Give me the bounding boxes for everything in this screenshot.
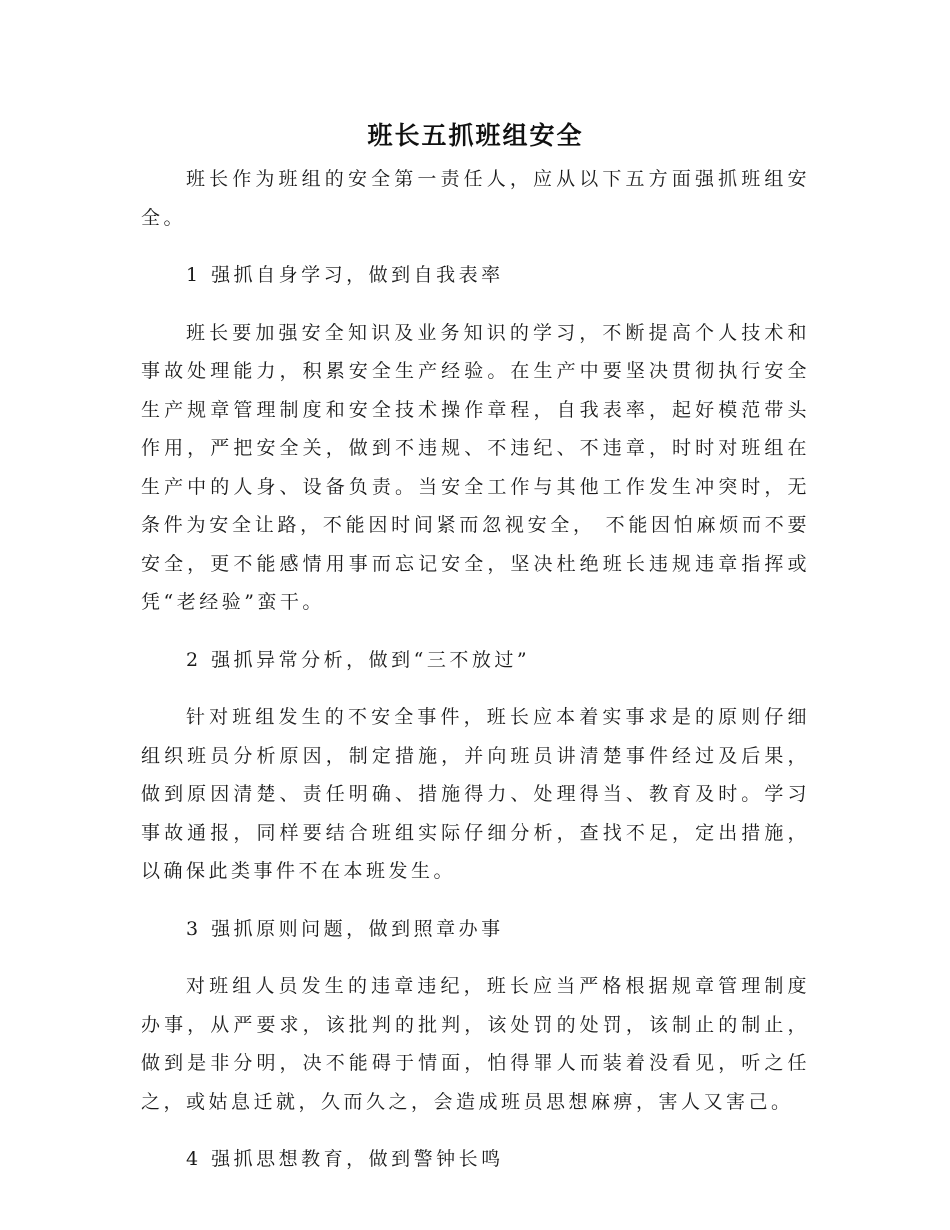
section-2-body: 针对班组发生的不安全事件，班长应本着实事求是的原则仔细组织班员分析原因，制定措施，并向班员讲清楚事件经过及后果，做到原因清楚、责任明确、措施得力、处理得当、教育及时。学习事故通报，同样要结合班组实际仔细分析，查找不足，定出措施，以确保此类事件不在本班发生。 — [141, 706, 810, 882]
section-1-heading: 1 强抓自身学习，做到自我表率 — [186, 264, 504, 286]
intro-paragraph: 班长作为班组的安全第一责任人，应从以下五方面强抓班组安全。 — [141, 168, 810, 229]
section-3-body: 对班组人员发生的违章违纪，班长应当严格根据规章管理制度办事，从严要求，该批判的批判，该处罚的处罚，该制止的制止，做到是非分明，决不能碍于情面，怕得罪人而装着没看见，听之任之，或姑息迁就，久而久之，会造成班员思想麻痹，害人又害己。 — [141, 975, 810, 1113]
section-1-body: 班长要加强安全知识及业务知识的学习，不断提高个人技术和事故处理能力，积累安全生产经验。在生产中要坚决贯彻执行安全生产规章管理制度和安全技术操作章程，自我表率，起好模范带头作用，严把安全关，做到不违规、不违纪、不违章，时时对班组在生产中的人身、设备负责。当安全工作与其他工作发生冲突时，无条件为安全让路，不能因时间紧而忽视安全， 不能因怕麻烦而不要安全，更不能感情用事而忘记安全，坚决杜绝班长违规违章指挥或凭“老经验”蛮干。 — [141, 321, 810, 613]
section-4-heading: 4 强抓思想教育，做到警钟长鸣 — [186, 1148, 504, 1170]
section-3-heading: 3 强抓原则问题，做到照章办事 — [186, 917, 504, 940]
section-2-heading: 2 强抓异常分析，做到“三不放过” — [186, 648, 531, 671]
document-title: 班长五抓班组安全 — [367, 121, 584, 150]
